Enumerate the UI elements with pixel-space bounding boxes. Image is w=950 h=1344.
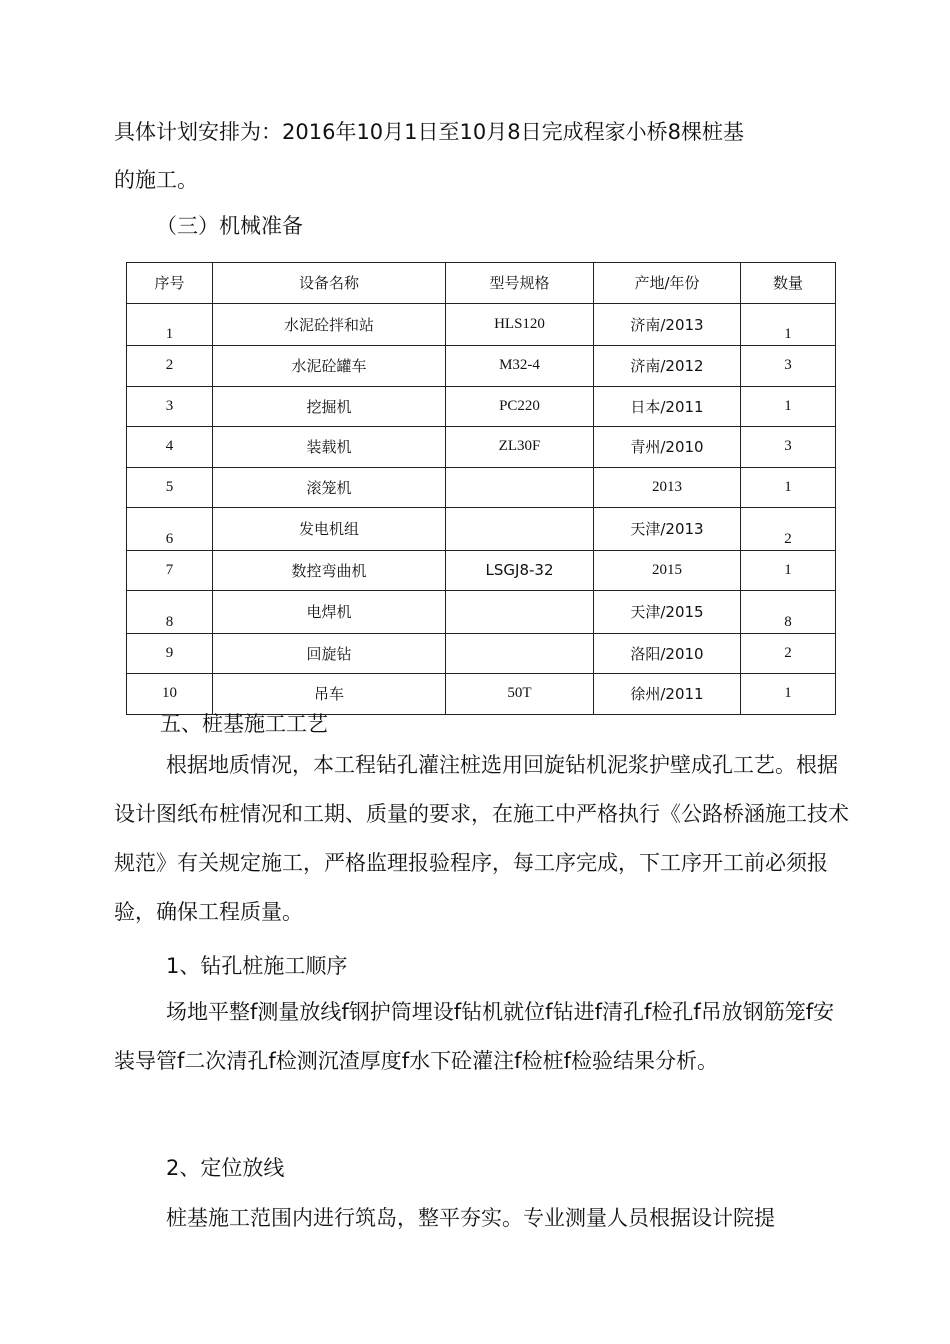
cell-origin: 徐州/2011	[594, 674, 741, 715]
cell-no: 10	[127, 674, 213, 715]
cell-qty: 3	[741, 346, 836, 387]
header-name: 设备名称	[213, 263, 446, 304]
subheading-drilling-sequence: 1、钻孔桩施工顺序	[166, 954, 348, 978]
cell-origin: 济南/2012	[594, 346, 741, 387]
cell-qty: 1	[741, 303, 836, 346]
cell-origin: 天津/2013	[594, 508, 741, 551]
table-row	[127, 427, 836, 468]
section-heading-machinery: （三）机械准备	[156, 214, 303, 238]
cell-model: LSGJ8-32	[446, 550, 594, 591]
cell-no: 8	[127, 591, 213, 634]
header-qty: 数量	[741, 263, 836, 304]
cell-qty: 3	[741, 427, 836, 468]
table-row	[127, 346, 836, 387]
intro-line-2: 的施工。	[114, 168, 198, 192]
cell-qty: 2	[741, 508, 836, 551]
cell-name: 装载机	[213, 427, 446, 468]
cell-name: 水泥砼罐车	[213, 346, 446, 387]
cell-qty: 1	[741, 550, 836, 591]
subheading-positioning: 2、定位放线	[166, 1156, 285, 1180]
equipment-table	[126, 262, 836, 715]
table-row	[127, 467, 836, 508]
cell-no: 3	[127, 386, 213, 427]
cell-qty: 1	[741, 674, 836, 715]
paragraph-positioning: 桩基施工范围内进行筑岛，整平夯实。专业测量人员根据设计院提	[166, 1206, 775, 1230]
cell-origin: 2013	[594, 467, 741, 508]
cell-origin: 日本/2011	[594, 386, 741, 427]
paragraph-drilling-sequence: 场地平整f测量放线f钢护筒埋设f钻机就位f钻进f清孔f检孔f吊放钢筋笼f安装导管f二次清孔f检测沉渣厚度f水下砼灌注f检桩f检验结果分析。	[114, 1000, 835, 1073]
intro-line-1: 具体计划安排为：2016年10月1日至10月8日完成程家小桥8棵桩基	[114, 120, 744, 144]
cell-no: 9	[127, 633, 213, 674]
cell-name: 回旋钻	[213, 633, 446, 674]
table-row	[127, 550, 836, 591]
table-header-row	[127, 263, 836, 304]
cell-model: PC220	[446, 386, 594, 427]
cell-no: 2	[127, 346, 213, 387]
cell-no: 1	[127, 303, 213, 346]
cell-model	[446, 508, 594, 551]
cell-model	[446, 633, 594, 674]
cell-no: 7	[127, 550, 213, 591]
cell-model	[446, 467, 594, 508]
paragraph-geology: 根据地质情况，本工程钻孔灌注桩选用回旋钻机泥浆护壁成孔工艺。根据设计图纸布桩情况和工期、质量的要求，在施工中严格执行《公路桥涵施工技术规范》有关规定施工，严格监理报验程序，每工序完成，下工序开工前必须报验，确保工程质量。	[114, 753, 849, 924]
cell-name: 发电机组	[213, 508, 446, 551]
cell-name: 挖掘机	[213, 386, 446, 427]
cell-origin: 洛阳/2010	[594, 633, 741, 674]
cell-qty: 1	[741, 386, 836, 427]
cell-no: 4	[127, 427, 213, 468]
cell-model: HLS120	[446, 303, 594, 346]
cell-no: 6	[127, 508, 213, 551]
cell-model: 50T	[446, 674, 594, 715]
cell-name: 吊车	[213, 674, 446, 715]
cell-model	[446, 591, 594, 634]
section-heading-pile-process: 五、桩基施工工艺	[160, 712, 328, 736]
cell-name: 数控弯曲机	[213, 550, 446, 591]
cell-qty: 1	[741, 467, 836, 508]
table-row	[127, 386, 836, 427]
cell-no: 5	[127, 467, 213, 508]
cell-name: 水泥砼拌和站	[213, 303, 446, 346]
cell-origin: 青州/2010	[594, 427, 741, 468]
cell-model: M32-4	[446, 346, 594, 387]
header-model: 型号规格	[446, 263, 594, 304]
cell-model: ZL30F	[446, 427, 594, 468]
cell-origin: 2015	[594, 550, 741, 591]
table-row	[127, 508, 836, 551]
cell-name: 滚笼机	[213, 467, 446, 508]
cell-origin: 天津/2015	[594, 591, 741, 634]
table-row	[127, 303, 836, 346]
cell-qty: 2	[741, 633, 836, 674]
table-row	[127, 633, 836, 674]
header-origin: 产地/年份	[594, 263, 741, 304]
cell-name: 电焊机	[213, 591, 446, 634]
cell-qty: 8	[741, 591, 836, 634]
table-row	[127, 591, 836, 634]
header-no: 序号	[127, 263, 213, 304]
cell-origin: 济南/2013	[594, 303, 741, 346]
